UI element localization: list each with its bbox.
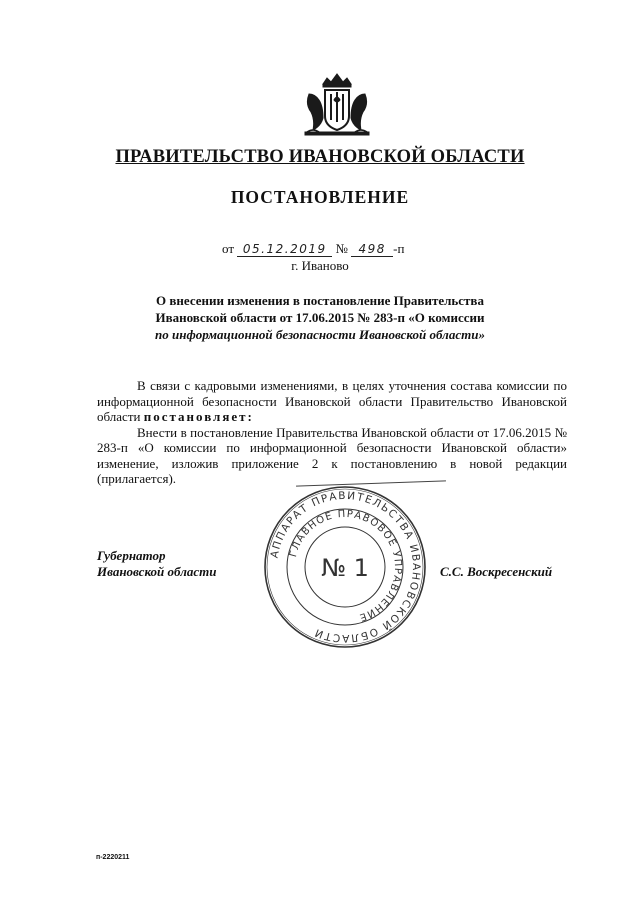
- subject-line: по информационной безопасности Ивановской области»: [155, 327, 485, 342]
- decree-word: постановляет:: [143, 409, 254, 424]
- number-sign: №: [335, 241, 348, 256]
- document-body: [97, 378, 567, 487]
- document-code: п-2220211: [96, 854, 130, 861]
- coat-of-arms-icon: [301, 70, 373, 142]
- document-subject: [0, 292, 640, 343]
- position-line: Ивановской области: [97, 564, 217, 579]
- city: г. Иваново: [291, 258, 349, 273]
- government-title: ПРАВИТЕЛЬСТВО ИВАНОВСКОЙ ОБЛАСТИ: [115, 147, 525, 167]
- official-seal: [262, 484, 428, 650]
- document-type: ПОСТАНОВЛЕНИЕ: [230, 187, 410, 207]
- paragraph-text: В связи с кадровыми изменениями, в целях уточнения состава комиссии по информационной безопасности Ивановской области Правительство Ивановской области: [97, 378, 567, 424]
- date-prefix: от: [222, 241, 235, 256]
- signatory-name: С.С. Воскресенский: [440, 564, 553, 579]
- handwritten-date: 05.12.2019: [237, 242, 332, 257]
- date-number-line: [222, 241, 404, 257]
- signatory-position: [97, 548, 216, 580]
- subject-line: О внесении изменения в постановление Правительства: [156, 293, 484, 308]
- svg-text:№ 1: № 1: [321, 554, 369, 582]
- svg-text:ГЛАВНОЕ ПРАВОВОЕ УПРАВЛЕНИЕ: ГЛАВНОЕ ПРАВОВОЕ УПРАВЛЕНИЕ: [288, 508, 404, 623]
- subject-line: Ивановской области от 17.06.2015 № 283-п «О комиссии: [155, 310, 485, 325]
- body-paragraph: Внести в постановление Правительства Ивановской области от 17.06.2015 № 283-п «О комиссии по информационной безопасности Ивановской области» изменение, изложив приложение 2 к постановлению в новой редакции (прилагается).: [97, 424, 567, 486]
- svg-text:АППАРАТ ПРАВИТЕЛЬСТВА ИВАНОВСК: АППАРАТ ПРАВИТЕЛЬСТВА ИВАНОВСКОЙ ОБЛАСТИ: [268, 489, 423, 645]
- position-line: Губернатор: [97, 548, 166, 563]
- handwritten-number: 498: [351, 242, 393, 257]
- number-suffix: -п: [393, 241, 405, 256]
- body-paragraph: [97, 378, 567, 425]
